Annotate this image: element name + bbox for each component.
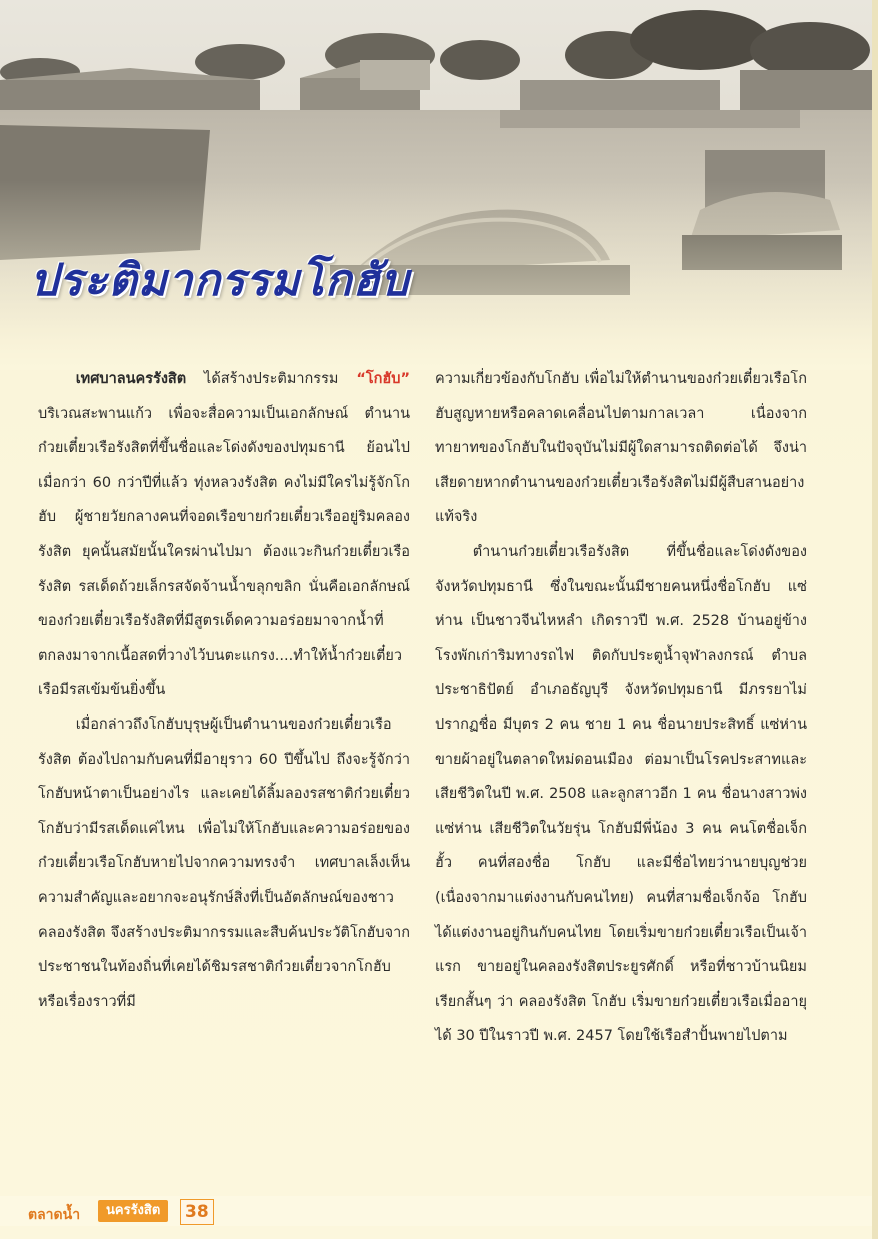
paragraph: ตำนานก๋วยเตี๋ยวเรือรังสิต ที่ขึ้นชื่อและโด่งดังของจังหวัดปทุมธานี ซึ่งในขณะนั้นมีชายคนหนึ่งชื่อโกฮับ แซ่ห่าน เป็นชาวจีนไหหลำ เกิดราวปี พ.ศ. 2528 บ้านอยู่ข้างโรงพักเก่าริมทางรถไฟ ติดกับประตูน้ำจุฬาลงกรณ์ ตำบลประชาธิปัตย์ อำเภอธัญบุรี จังหวัดปทุมธานี มีภรรยาไม่ปรากฏชื่อ มีบุตร 2 คน ชาย 1 คน ชื่อนายประสิทธิ์ แซ่ห่าน ขายผ้าอยู่ในตลาดใหม่ดอนเมือง ต่อมาเป็นโรคประสาทและเสียชีวิตในปี พ.ศ. 2508 และลูกสาวอีก 1 คน ชื่อนางสาวพ่ง แซ่ห่าน เสียชีวิตในวัยรุ่น โกฮับมีพี่น้อง 3 คน คนโตชื่อเจ็กฮั้ว คนที่สองชื่อ โกฮับ และมีชื่อไทยว่านายบุญช่วย (เนื่องจากมาแต่งงานกับคนไทย) คนที่สามชื่อเจ็กจ้อ โกฮับ ได้แต่งงานอยู่กินกับคนไทย โดยเริ่มขายก๋วยเตี๋ยวเรือเป็นเจ้าแรก ขายอยู่ในคลองรังสิตประยูรศักดิ์ หรือที่ชาวบ้านนิยมเรียกสั้นๆ ว่า คลองรังสิต โกฮับ เริ่มขายก๋วยเตี๋ยวเรือเมื่ออายุได้ 30 ปีในราวปี พ.ศ. 2457 โดยใช้เรือสำปั้นพายไปตาม xyxy=(435,543,807,1045)
footer-tag: นครรังสิต xyxy=(98,1200,168,1222)
paragraph-text: ได้สร้างประติมากรรม xyxy=(186,371,357,387)
header-photo xyxy=(0,0,878,370)
footer-brand: ตลาดน้ำ xyxy=(28,1207,81,1223)
highlight-text: “โกฮับ” xyxy=(356,371,410,387)
paragraph: เมื่อกล่าวถึงโกฮับบุรุษผู้เป็นตำนานของก๋วยเตี๋ยวเรือรังสิต ต้องไปถามกับคนที่มีอายุราว 60 ปีขึ้นไป ถึงจะรู้จักว่าโกฮับหน้าตาเป็นอย่างไร และเคยได้ลิ้มลองรสชาติก๋วยเตี๋ยวโกฮับว่ามีรสเด็ดแค่ไหน เพื่อไม่ให้โกฮับและความอร่อยของก๋วยเตี๋ยวเรือโกฮับหายไปจากความทรงจำ เทศบาลเล็งเห็นความสำคัญและอยากจะอนุรักษ์สิ่งที่เป็นอัตลักษณ์ของชาวคลองรังสิต จึงสร้างประติมากรรมและสืบค้นประวัติโกฮับจากประชาชนในท้องถิ่นที่เคยได้ชิมรสชาติก๋วยเตี๋ยวจากโกฮับ หรือเรื่องราวที่มี xyxy=(38,716,410,1010)
lead-text: เทศบาลนครรังสิต xyxy=(75,371,187,387)
right-column xyxy=(435,362,807,1054)
left-column xyxy=(38,362,410,1019)
page-edge xyxy=(872,0,878,1239)
page-footer xyxy=(0,1196,878,1232)
paragraph: ความเกี่ยวข้องกับโกฮับ เพื่อไม่ให้ตำนานของก๋วยเตี๋ยวเรือโกฮับสูญหายหรือคลาดเคลื่อนไปตามกาลเวลา เนื่องจากทายาทของโกฮับในปัจจุบันไม่มีผู้ใดสามารถติดต่อได้ จึงน่าเสียดายหากตำนานของก๋วยเตี๋ยวเรือรังสิตไม่มีผู้สืบสานอย่างแท้จริง xyxy=(435,371,807,526)
page-title: ประติมากรรมโกฮับ xyxy=(30,255,410,306)
article-body xyxy=(38,362,808,1162)
page-number: 38 xyxy=(180,1199,214,1225)
paragraph-text: บริเวณสะพานแก้ว เพื่อจะสื่อความเป็นเอกลักษณ์ ตำนานก๋วยเตี๋ยวเรือรังสิตที่ขึ้นชื่อและโด่งดังของปทุมธานี ย้อนไปเมื่อกว่า 60 กว่าปีที่แล้ว ทุ่งหลวงรังสิต คงไม่มีใครไม่รู้จักโกฮับ ผู้ชายวัยกลางคนที่จอดเรือขายก๋วยเตี๋ยวเรืออยู่ริมคลองรังสิต ยุคนั้นสมัยนั้นใครผ่านไปมา ต้องแวะกินก๋วยเตี๋ยวเรือรังสิต รสเด็ดถ้วยเล็กรสจัดจ้านน้ำขลุกขลิก นั่นคือเอกลักษณ์ของก๋วยเตี๋ยวเรือรังสิตที่มีสูตรเด็ดความอร่อยมาจากน้ำที่ตกลงมาจากเนื้อสดที่วางไว้บนตะแกรง....ทำให้น้ำก๋วยเตี๋ยวเรือมีรสเข้มข้นยิ่งขึ้น xyxy=(38,405,410,699)
paragraph xyxy=(38,362,410,708)
